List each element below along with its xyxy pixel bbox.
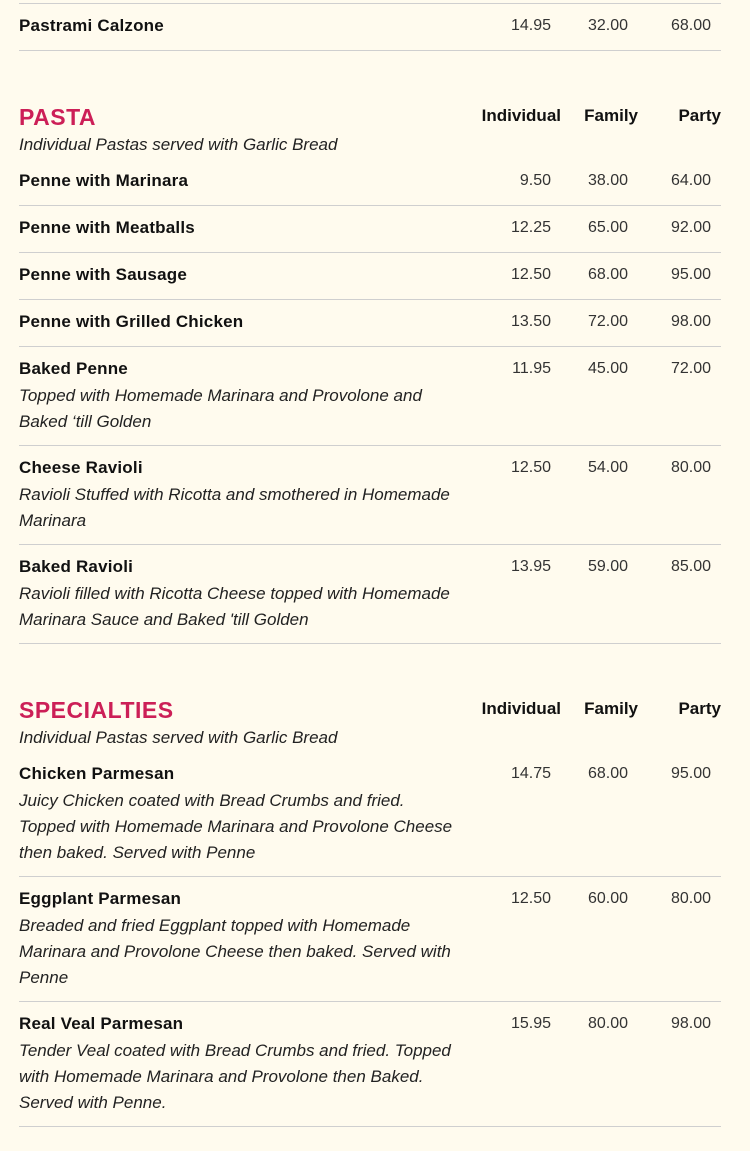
section-title: SPECIALTIES: [19, 697, 174, 723]
menu-item-pastrami-calzone: [19, 16, 721, 38]
item-description: Ravioli Stuffed with Ricotta and smothered in Homemade Marinara: [19, 485, 450, 530]
price-individual: 15.95: [510, 1015, 551, 1032]
divider: [19, 876, 721, 877]
item-name: Baked Ravioli: [19, 557, 134, 576]
price-party: 92.00: [670, 219, 711, 236]
price-individual: 9.50: [519, 172, 551, 189]
menu-item: [19, 171, 721, 191]
price-party: 72.00: [670, 360, 711, 377]
price-family: 68.00: [587, 266, 628, 283]
price-party: 68.00: [670, 17, 711, 34]
item-description: Juicy Chicken coated with Bread Crumbs and fried. Topped with Homemade Marinara and Provolone Cheese then baked. Served with Penne: [19, 791, 453, 862]
menu-item: [19, 889, 721, 991]
item-name: Real Veal Parmesan: [19, 1014, 184, 1033]
divider: [19, 643, 721, 644]
column-header-family: Family: [584, 699, 638, 718]
price-individual: 12.50: [510, 266, 551, 283]
price-family: 68.00: [587, 765, 628, 782]
price-individual: 14.95: [510, 17, 551, 34]
price-party: 95.00: [670, 765, 711, 782]
item-description: Topped with Homemade Marinara and Provolone and Baked ‘till Golden: [19, 386, 422, 431]
price-family: 54.00: [587, 459, 628, 476]
price-family: 45.00: [587, 360, 628, 377]
item-name: Cheese Ravioli: [19, 458, 143, 477]
item-name: Eggplant Parmesan: [19, 889, 182, 908]
price-individual: 14.75: [510, 765, 551, 782]
divider: [19, 3, 721, 4]
price-individual: 11.95: [512, 360, 551, 377]
price-family: 59.00: [587, 558, 628, 575]
divider: [19, 299, 721, 300]
column-header-family: Family: [584, 106, 638, 125]
price-party: 64.00: [670, 172, 711, 189]
item-name: Pastrami Calzone: [19, 16, 164, 35]
price-family: 65.00: [587, 219, 628, 236]
divider: [19, 1126, 721, 1127]
column-header-party: Party: [678, 699, 721, 718]
item-description: Tender Veal coated with Bread Crumbs and fried. Topped with Homemade Marinara and Provolone then Baked. Served with Penne.: [19, 1041, 451, 1112]
section-title: PASTA: [19, 104, 97, 130]
item-name: Penne with Sausage: [19, 265, 187, 284]
price-individual: 12.25: [510, 219, 551, 236]
menu-item: [19, 1014, 721, 1116]
item-name: Penne with Grilled Chicken: [19, 312, 244, 331]
divider: [19, 445, 721, 446]
menu-item: [19, 557, 721, 633]
section-subtitle: Individual Pastas served with Garlic Bread: [19, 135, 338, 154]
column-header-individual: Individual: [481, 106, 561, 125]
price-individual: 12.50: [510, 890, 551, 907]
menu-item: [19, 359, 721, 435]
menu-item: [19, 458, 721, 534]
price-individual: 13.95: [510, 558, 551, 575]
price-family: 32.00: [587, 17, 628, 34]
item-name: Baked Penne: [19, 359, 128, 378]
menu-item: [19, 265, 721, 285]
price-family: 60.00: [587, 890, 628, 907]
price-party: 98.00: [670, 1015, 711, 1032]
price-individual: 13.50: [510, 313, 551, 330]
divider: [19, 252, 721, 253]
menu-item: [19, 218, 721, 238]
price-individual: 12.50: [510, 459, 551, 476]
column-header-party: Party: [678, 106, 721, 125]
price-family: 72.00: [587, 313, 628, 330]
pasta-section-header: [19, 104, 721, 131]
price-party: 98.00: [670, 313, 711, 330]
divider: [19, 50, 721, 51]
item-description: Ravioli filled with Ricotta Cheese topped with Homemade Marinara Sauce and Baked 'till Golden: [19, 584, 450, 629]
specialties-section-header: [19, 697, 721, 724]
item-name: Penne with Meatballs: [19, 218, 195, 237]
price-party: 80.00: [670, 459, 711, 476]
section-subtitle: Individual Pastas served with Garlic Bread: [19, 728, 338, 747]
price-party: 85.00: [670, 558, 711, 575]
divider: [19, 1001, 721, 1002]
menu-item: [19, 764, 721, 866]
price-party: 95.00: [670, 266, 711, 283]
divider: [19, 205, 721, 206]
price-family: 38.00: [587, 172, 628, 189]
menu-item: [19, 312, 721, 332]
divider: [19, 544, 721, 545]
column-header-individual: Individual: [481, 699, 561, 718]
price-family: 80.00: [587, 1015, 628, 1032]
item-name: Chicken Parmesan: [19, 764, 175, 783]
item-description: Breaded and fried Eggplant topped with Homemade Marinara and Provolone Cheese then baked. Served with Penne: [19, 916, 451, 987]
divider: [19, 346, 721, 347]
item-name: Penne with Marinara: [19, 171, 189, 190]
price-party: 80.00: [670, 890, 711, 907]
